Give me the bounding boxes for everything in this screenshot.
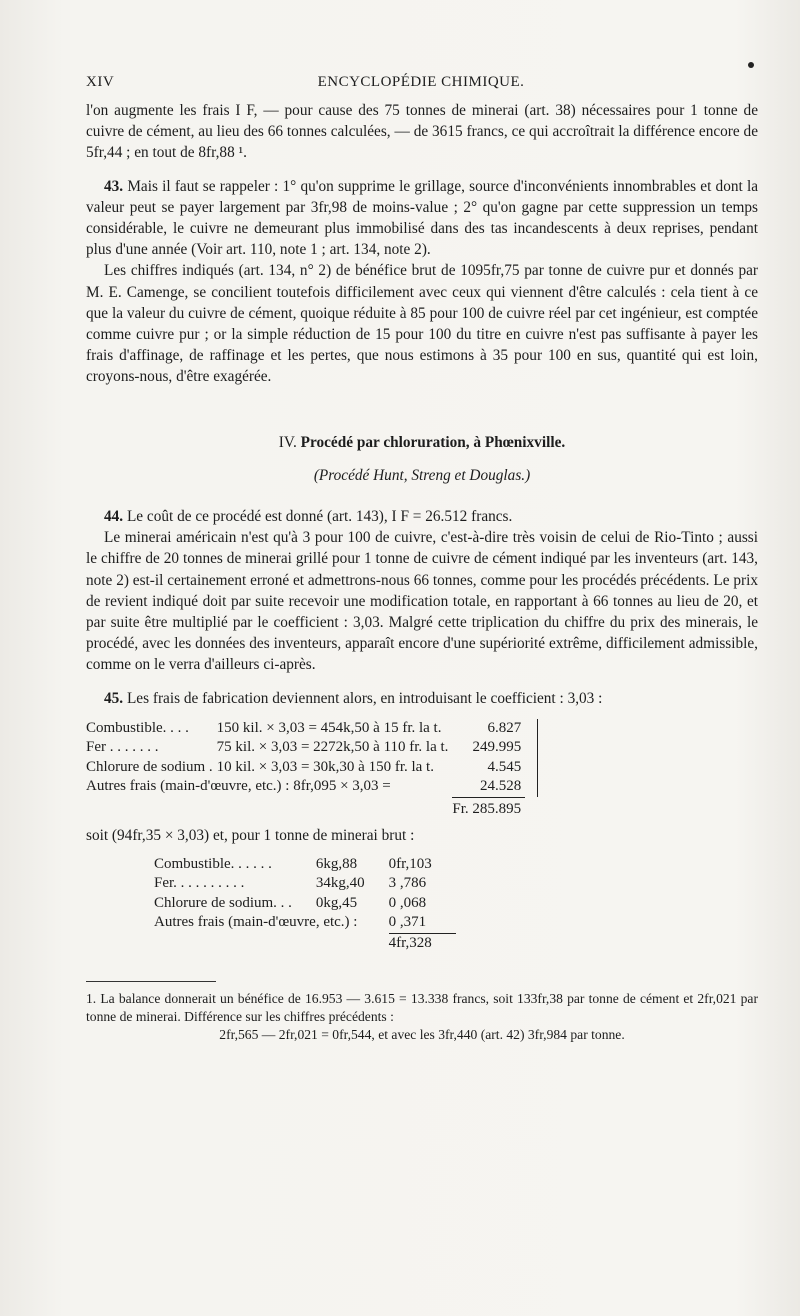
cost-value: 24.528 [452, 777, 525, 797]
item-value: 0 ,371 [389, 913, 456, 933]
paragraph-44 [86, 506, 758, 527]
table-row [86, 738, 538, 758]
footnote-line: 2fr,565 — 2fr,021 = 0fr,544, et avec les 3fr,440 (art. 42) 3fr,984 par tonne. [219, 1027, 625, 1043]
paragraph-45 [86, 688, 758, 709]
cost-label: Fer . . . . . . . [86, 739, 159, 756]
item-value: 0 ,068 [388, 894, 427, 911]
per-tonne-table [154, 855, 456, 954]
item-label: Fer. . . . . . . . . . [154, 875, 245, 892]
cost-calc: 75 kil. × 3,03 = 2272k,50 à 110 fr. la t. [216, 739, 449, 756]
table-row [86, 719, 538, 739]
soit-line: soit (94fr,35 × 3,03) et, pour 1 tonne de minerai brut : [86, 827, 415, 845]
total-row [154, 933, 456, 953]
table-row [154, 855, 456, 875]
cost-total: Fr. 285.895 [452, 800, 522, 817]
article-number-45: 45. [104, 689, 124, 707]
paragraph-43 [86, 176, 758, 261]
table-row [86, 758, 538, 778]
item-qty: 34kg,40 [315, 875, 365, 892]
paragraph-43-text: Mais il faut se rappeler : 1° qu'on supprime le grillage, source d'inconvénients innombrables et dont la valeur peut se payer largement par 3fr,98 de moins-value ; 2° qu'on gagne par cette suppression un temps considérable, le cuivre ne demeurant plus immobilisé dans des tas incandescents à deux reprises, pendant plus d'une année (Voir art. 110, note 1 ; art. 134, note 2). [86, 177, 758, 259]
running-title: ENCYCLOPÉDIE CHIMIQUE. [317, 74, 525, 90]
total-row [86, 797, 538, 819]
item-label: Chlorure de sodium. . . [154, 894, 292, 911]
item-label: Combustible. . . . . . [154, 855, 272, 872]
paragraph-45-text: Les frais de fabrication deviennent alors, en introduisant le coefficient : 3,03 : [123, 689, 603, 707]
footnote [86, 990, 758, 1044]
item-qty: 0kg,45 [315, 894, 358, 911]
table-row [86, 777, 538, 797]
table-row [154, 913, 456, 933]
page-body [86, 100, 758, 1044]
cost-label: Chlorure de sodium . [86, 758, 213, 775]
cost-table [86, 719, 538, 820]
paragraph-continued: l'on augmente les frais I F, — pour cause des 75 tonnes de minerai (art. 38) nécessaires pour 1 tonne de cuivre de cément, au lieu des 66 tonnes calculées, — de 3615 francs, ce qui accroîtrait la différence encore de 5fr,44 ; en tout de 8fr,88 ¹. [86, 102, 758, 162]
table-row [154, 894, 456, 914]
article-number-43: 43. [104, 177, 124, 195]
footnote-rule [86, 981, 216, 982]
cost-value: 4.545 [487, 758, 522, 775]
cost-value: 6.827 [487, 719, 522, 736]
section-subtitle: (Procédé Hunt, Streng et Douglas.) [313, 466, 531, 484]
footnote-line: 1. La balance donnerait un bénéfice de 16.953 — 3.615 = 13.338 francs, soit 133fr,38 par tonne de cément et 2fr,021 par tonne de minerai. Différence sur les chiffres précédents : [86, 991, 758, 1025]
paragraph-44-second: Le minerai américain n'est qu'à 3 pour 100 de cuivre, c'est-à-dire très voisin de celui de Rio-Tinto ; aussi le chiffre de 20 tonnes de minerai grillé pour 1 tonne de cuivre de cément indiqué par les inventeurs (art. 143, note 2) est-il certainement erroné et admettrons-nous 66 tonnes, comme pour les procédés précédents. Le prix de revient indiqué doit par suite recevoir une modification totale, en rapportant à 66 tonnes au lieu de 20, et par suite être multiplié par le coefficient : 3,03. Malgré cette triplication du chiffre du prix des minerais, le procédé, avec les données des inventeurs, apparaît encore d'une supériorité extrême, difficilement admissible, comme on le verra d'ailleurs ci-après. [86, 529, 758, 674]
page-number: XIV [86, 74, 115, 90]
cost-value: 249.995 [472, 739, 522, 756]
cost-label: Autres frais (main-d'œuvre, etc.) : 8fr,095 × 3,03 = [86, 778, 391, 795]
cost-calc: 10 kil. × 3,03 = 30k,30 à 150 fr. la t. [216, 758, 434, 775]
item-value: 3 ,786 [388, 875, 427, 892]
per-tonne-total: 4fr,328 [388, 934, 432, 951]
print-dot [748, 62, 754, 68]
section-number: IV. [278, 433, 301, 451]
article-number-44: 44. [104, 508, 124, 526]
cost-label: Combustible. . . . [86, 719, 189, 736]
paragraph-43-second: Les chiffres indiqués (art. 134, n° 2) de bénéfice brut de 1095fr,75 par tonne de cuivre pur et donnés par M. E. Camenge, se concilient toutefois difficilement avec ceux qui viennent d'être calculés : cela tient à ce que la valeur du cuivre de cément, quoique réduite à 85 pour 100 de cuivre réel par cet ingénieur, est comptée comme cuivre pur ; or la simple réduction de 15 pour 100 du titre en cuivre n'est pas suffisante à payer les frais d'affinage, de raffinage et les pertes, que nous estimons à 35 pour 100 en sus, quantité qui est loin, croyons-nous, d'être exagérée. [86, 262, 758, 386]
item-qty: 6kg,88 [315, 855, 358, 872]
section-title: Procédé par chloruration, à Phœnixville. [300, 433, 566, 451]
cost-calc: 150 kil. × 3,03 = 454k,50 à 15 fr. la t. [216, 719, 442, 736]
paragraph-44-text: Le coût de ce procédé est donné (art. 143), I F = 26.512 francs. [123, 508, 513, 526]
item-label: Autres frais (main-d'œuvre, etc.) : [154, 914, 358, 931]
section-heading [86, 432, 758, 453]
table-row [154, 874, 456, 894]
brace [525, 719, 538, 798]
item-value: 0fr,103 [388, 855, 432, 872]
